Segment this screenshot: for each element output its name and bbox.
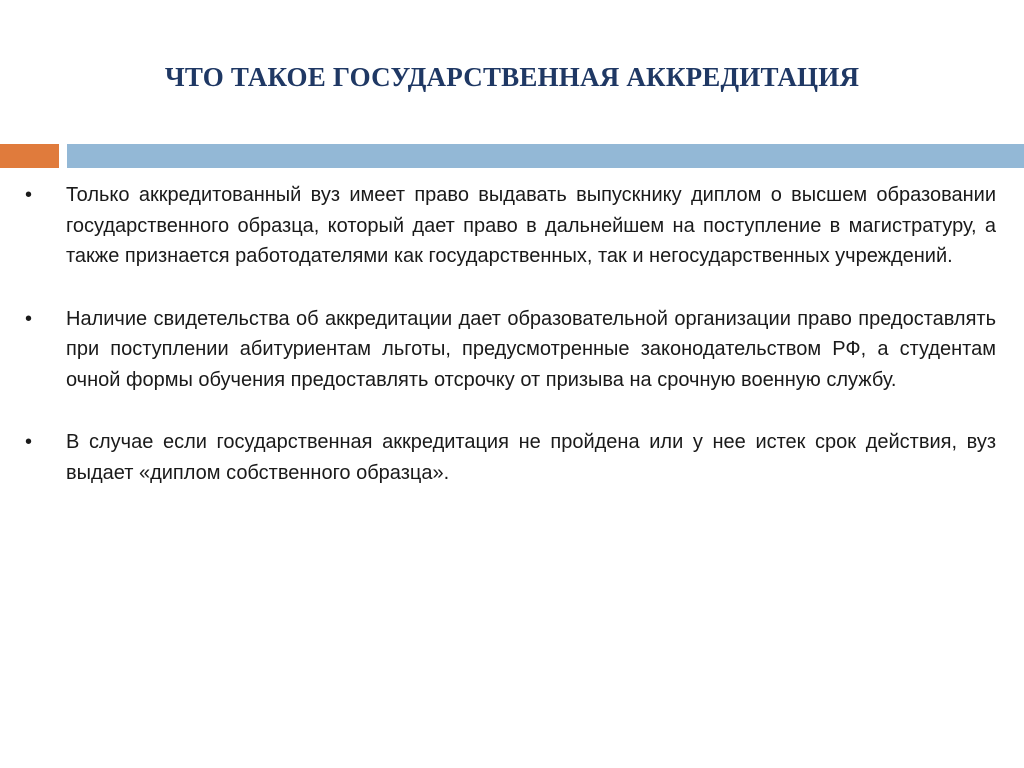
accent-bar-orange [0,144,59,168]
bullet-marker: • [25,307,33,330]
slide-title: ЧТО ТАКОЕ ГОСУДАРСТВЕННАЯ АККРЕДИТАЦИЯ [164,62,860,92]
bullet-text: Наличие свидетельства об аккредитации дает образовательной организации право предоставлять при поступлении абитуриентам льготы, предусмотренные законодательством РФ, а студентам очной формы обучения предоставлять отсрочку от призыва на срочную военную службу. [66,307,996,391]
bullet-item-accreditation-certificate [0,304,1024,396]
bullet-text: В случае если государственная аккредитация не пройдена или у нее истек срок действия, вуз выдает «диплом собственного образца». [66,431,996,484]
bullet-marker: • [25,431,33,453]
bullet-list [0,180,1024,488]
bullet-item-diploma-rights [0,180,1024,272]
accent-bar-blue [67,144,1024,168]
bullet-marker: • [25,184,33,206]
bullet-text: Только аккредитованный вуз имеет право выдавать выпускнику диплом о высшем образовании государственного образца, который дает право в дальнейшем на поступление в магистратуру, а также признается работодателями как государственных, так и негосударственных учреждений. [66,184,996,267]
bullet-item-own-diploma [0,427,1024,488]
